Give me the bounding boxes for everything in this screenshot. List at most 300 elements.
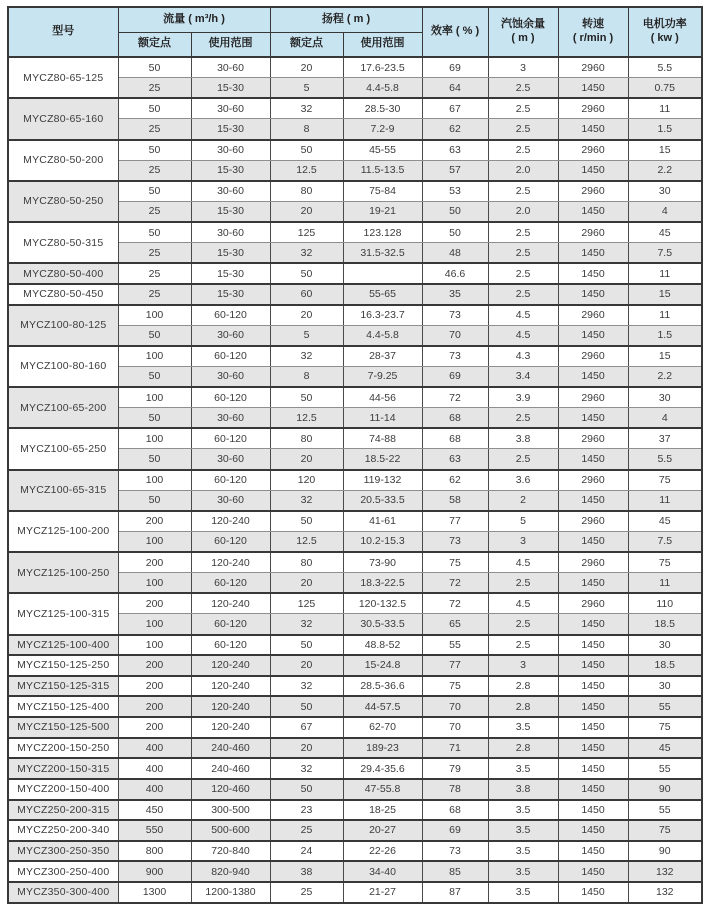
spec-cell-npsh_m: 3.9 <box>488 387 558 408</box>
spec-cell-flow_range: 15-30 <box>191 284 270 305</box>
spec-cell-flow_rated: 100 <box>118 470 191 491</box>
spec-cell-head_range: 55-65 <box>343 284 422 305</box>
spec-cell-flow_range: 15-30 <box>191 119 270 140</box>
spec-cell-speed_rpm: 1450 <box>558 284 628 305</box>
spec-cell-flow_rated: 100 <box>118 531 191 552</box>
spec-cell-efficiency_pct: 68 <box>422 408 488 429</box>
spec-cell-flow_rated: 25 <box>118 284 191 305</box>
spec-cell-flow_range: 30-60 <box>191 408 270 429</box>
spec-cell-flow_rated: 200 <box>118 676 191 697</box>
spec-cell-power_kw: 2.2 <box>628 366 702 387</box>
spec-cell-head_rated: 120 <box>270 470 343 491</box>
spec-cell-efficiency_pct: 72 <box>422 593 488 614</box>
spec-cell-flow_rated: 50 <box>118 98 191 119</box>
spec-cell-power_kw: 18.5 <box>628 614 702 635</box>
table-row <box>8 181 702 202</box>
spec-cell-npsh_m: 2.5 <box>488 263 558 284</box>
spec-cell-efficiency_pct: 69 <box>422 366 488 387</box>
spec-cell-head_range: 21-27 <box>343 882 422 903</box>
spec-cell-head_range: 22-26 <box>343 841 422 862</box>
spec-cell-head_range: 19-21 <box>343 201 422 222</box>
spec-cell-speed_rpm: 2960 <box>558 552 628 573</box>
model-cell: MYCZ200-150-250 <box>8 738 118 759</box>
spec-cell-flow_rated: 25 <box>118 160 191 181</box>
spec-cell-efficiency_pct: 55 <box>422 635 488 656</box>
npsh-label-line1: 汽蚀余量 <box>501 18 545 31</box>
spec-cell-flow_rated: 50 <box>118 408 191 429</box>
spec-cell-speed_rpm: 1450 <box>558 738 628 759</box>
table-body <box>8 57 702 903</box>
spec-cell-npsh_m: 4.5 <box>488 325 558 346</box>
spec-cell-speed_rpm: 1450 <box>558 882 628 903</box>
spec-cell-power_kw: 15 <box>628 284 702 305</box>
model-cell: MYCZ80-50-315 <box>8 222 118 263</box>
spec-cell-efficiency_pct: 73 <box>422 531 488 552</box>
spec-cell-head_range: 41-61 <box>343 511 422 532</box>
spec-cell-head_rated: 60 <box>270 284 343 305</box>
spec-cell-speed_rpm: 1450 <box>558 635 628 656</box>
spec-cell-head_rated: 20 <box>270 738 343 759</box>
spec-cell-speed_rpm: 1450 <box>558 201 628 222</box>
spec-cell-head_range: 11-14 <box>343 408 422 429</box>
col-header-head-group: 扬程 ( m ) <box>270 7 422 32</box>
npsh-label-line2: ( m ) <box>511 32 535 44</box>
spec-cell-head_rated: 38 <box>270 861 343 882</box>
spec-cell-flow_rated: 50 <box>118 222 191 243</box>
spec-cell-flow_range: 120-240 <box>191 717 270 738</box>
spec-cell-speed_rpm: 1450 <box>558 800 628 821</box>
model-cell: MYCZ200-150-315 <box>8 758 118 779</box>
model-cell: MYCZ300-250-400 <box>8 861 118 882</box>
spec-cell-npsh_m: 3.8 <box>488 428 558 449</box>
table-row <box>8 655 702 676</box>
spec-cell-power_kw: 45 <box>628 511 702 532</box>
spec-cell-speed_rpm: 1450 <box>558 779 628 800</box>
spec-cell-npsh_m: 3.5 <box>488 861 558 882</box>
spec-cell-head_rated: 24 <box>270 841 343 862</box>
col-header-model: 型号 <box>8 7 118 57</box>
spec-cell-head_rated: 32 <box>270 614 343 635</box>
spec-cell-power_kw: 1.5 <box>628 119 702 140</box>
spec-cell-speed_rpm: 1450 <box>558 676 628 697</box>
spec-cell-head_rated: 12.5 <box>270 408 343 429</box>
spec-cell-power_kw: 30 <box>628 676 702 697</box>
spec-cell-head_rated: 32 <box>270 243 343 264</box>
table-header <box>8 7 702 57</box>
spec-cell-efficiency_pct: 71 <box>422 738 488 759</box>
spec-cell-npsh_m: 2.0 <box>488 201 558 222</box>
table-row <box>8 861 702 882</box>
spec-cell-speed_rpm: 1450 <box>558 573 628 594</box>
spec-cell-speed_rpm: 1450 <box>558 758 628 779</box>
spec-cell-npsh_m: 2.5 <box>488 449 558 470</box>
spec-cell-flow_range: 60-120 <box>191 428 270 449</box>
spec-cell-head_rated: 32 <box>270 98 343 119</box>
spec-cell-head_rated: 32 <box>270 758 343 779</box>
spec-cell-head_rated: 32 <box>270 346 343 367</box>
spec-cell-efficiency_pct: 68 <box>422 800 488 821</box>
table-row <box>8 98 702 119</box>
spec-cell-power_kw: 11 <box>628 490 702 511</box>
spec-cell-head_range: 15-24.8 <box>343 655 422 676</box>
spec-cell-head_rated: 20 <box>270 449 343 470</box>
spec-cell-head_range: 123.128 <box>343 222 422 243</box>
spec-cell-flow_range: 15-30 <box>191 243 270 264</box>
spec-cell-power_kw: 7.5 <box>628 531 702 552</box>
spec-cell-npsh_m: 2.8 <box>488 676 558 697</box>
spec-cell-speed_rpm: 1450 <box>558 614 628 635</box>
spec-cell-npsh_m: 4.5 <box>488 305 558 326</box>
spec-cell-head_rated: 8 <box>270 119 343 140</box>
spec-cell-flow_range: 820-940 <box>191 861 270 882</box>
model-cell: MYCZ100-80-125 <box>8 305 118 346</box>
spec-cell-head_rated: 50 <box>270 263 343 284</box>
spec-cell-flow_range: 30-60 <box>191 222 270 243</box>
table-row <box>8 717 702 738</box>
spec-cell-power_kw: 11 <box>628 263 702 284</box>
model-cell: MYCZ100-65-200 <box>8 387 118 428</box>
spec-cell-speed_rpm: 2960 <box>558 181 628 202</box>
spec-cell-efficiency_pct: 70 <box>422 325 488 346</box>
spec-cell-efficiency_pct: 77 <box>422 511 488 532</box>
spec-cell-head_rated: 8 <box>270 366 343 387</box>
spec-cell-efficiency_pct: 48 <box>422 243 488 264</box>
spec-cell-power_kw: 11 <box>628 305 702 326</box>
spec-cell-efficiency_pct: 73 <box>422 841 488 862</box>
table-row <box>8 470 702 491</box>
model-cell: MYCZ150-125-500 <box>8 717 118 738</box>
spec-cell-speed_rpm: 1450 <box>558 490 628 511</box>
spec-cell-power_kw: 90 <box>628 779 702 800</box>
spec-cell-efficiency_pct: 53 <box>422 181 488 202</box>
spec-cell-npsh_m: 2.5 <box>488 98 558 119</box>
model-cell: MYCZ125-100-200 <box>8 511 118 552</box>
col-header-flow-group: 流量 ( m³/h ) <box>118 7 270 32</box>
spec-cell-efficiency_pct: 70 <box>422 717 488 738</box>
spec-cell-flow_rated: 100 <box>118 614 191 635</box>
spec-cell-npsh_m: 2.5 <box>488 573 558 594</box>
spec-cell-head_rated: 50 <box>270 140 343 161</box>
spec-cell-flow_rated: 50 <box>118 449 191 470</box>
model-cell: MYCZ125-100-400 <box>8 635 118 656</box>
model-cell: MYCZ100-65-315 <box>8 470 118 511</box>
spec-cell-flow_range: 60-120 <box>191 573 270 594</box>
spec-cell-power_kw: 5.5 <box>628 449 702 470</box>
spec-cell-head_range: 29.4-35.6 <box>343 758 422 779</box>
spec-cell-flow_rated: 25 <box>118 119 191 140</box>
spec-cell-flow_range: 30-60 <box>191 98 270 119</box>
spec-cell-speed_rpm: 2960 <box>558 346 628 367</box>
model-cell: MYCZ150-125-400 <box>8 696 118 717</box>
spec-cell-power_kw: 0.75 <box>628 78 702 99</box>
spec-cell-npsh_m: 5 <box>488 511 558 532</box>
col-header-speed <box>558 7 628 57</box>
spec-cell-efficiency_pct: 72 <box>422 573 488 594</box>
spec-cell-power_kw: 75 <box>628 717 702 738</box>
table-row <box>8 635 702 656</box>
spec-cell-efficiency_pct: 58 <box>422 490 488 511</box>
spec-cell-head_rated: 20 <box>270 201 343 222</box>
spec-cell-speed_rpm: 1450 <box>558 717 628 738</box>
spec-cell-power_kw: 15 <box>628 346 702 367</box>
spec-cell-head_range: 4.4-5.8 <box>343 325 422 346</box>
spec-cell-speed_rpm: 1450 <box>558 243 628 264</box>
spec-cell-speed_rpm: 2960 <box>558 387 628 408</box>
spec-cell-power_kw: 30 <box>628 387 702 408</box>
spec-cell-efficiency_pct: 67 <box>422 98 488 119</box>
spec-cell-flow_range: 60-120 <box>191 470 270 491</box>
spec-cell-npsh_m: 2.5 <box>488 614 558 635</box>
spec-cell-power_kw: 11 <box>628 98 702 119</box>
spec-cell-npsh_m: 2.8 <box>488 738 558 759</box>
table-row <box>8 140 702 161</box>
spec-cell-head_range <box>343 263 422 284</box>
spec-cell-power_kw: 11 <box>628 573 702 594</box>
spec-cell-flow_rated: 50 <box>118 366 191 387</box>
spec-cell-speed_rpm: 1450 <box>558 408 628 429</box>
table-row <box>8 552 702 573</box>
spec-cell-flow_range: 120-240 <box>191 552 270 573</box>
spec-cell-flow_range: 60-120 <box>191 614 270 635</box>
spec-cell-efficiency_pct: 70 <box>422 696 488 717</box>
spec-cell-head_range: 16.3-23.7 <box>343 305 422 326</box>
spec-cell-head_rated: 32 <box>270 490 343 511</box>
spec-cell-head_range: 73-90 <box>343 552 422 573</box>
spec-cell-flow_rated: 450 <box>118 800 191 821</box>
spec-cell-power_kw: 30 <box>628 635 702 656</box>
spec-cell-speed_rpm: 1450 <box>558 841 628 862</box>
spec-cell-power_kw: 18.5 <box>628 655 702 676</box>
spec-cell-speed_rpm: 2960 <box>558 511 628 532</box>
spec-cell-head_rated: 80 <box>270 181 343 202</box>
spec-cell-flow_rated: 100 <box>118 305 191 326</box>
spec-cell-head_rated: 5 <box>270 325 343 346</box>
spec-cell-npsh_m: 2.5 <box>488 635 558 656</box>
spec-cell-speed_rpm: 1450 <box>558 263 628 284</box>
model-cell: MYCZ80-50-200 <box>8 140 118 181</box>
spec-cell-npsh_m: 3 <box>488 57 558 78</box>
table-row <box>8 511 702 532</box>
table-row <box>8 696 702 717</box>
spec-cell-npsh_m: 2.5 <box>488 222 558 243</box>
spec-cell-power_kw: 30 <box>628 181 702 202</box>
spec-cell-flow_range: 120-460 <box>191 779 270 800</box>
model-cell: MYCZ250-200-315 <box>8 800 118 821</box>
spec-cell-head_range: 34-40 <box>343 861 422 882</box>
model-cell: MYCZ300-250-350 <box>8 841 118 862</box>
spec-cell-head_range: 20.5-33.5 <box>343 490 422 511</box>
pump-spec-table <box>7 6 703 904</box>
table-row <box>8 222 702 243</box>
spec-cell-head_range: 28.5-30 <box>343 98 422 119</box>
spec-cell-npsh_m: 2.5 <box>488 140 558 161</box>
spec-cell-speed_rpm: 1450 <box>558 655 628 676</box>
spec-cell-flow_rated: 400 <box>118 738 191 759</box>
spec-cell-power_kw: 4 <box>628 408 702 429</box>
spec-cell-power_kw: 55 <box>628 800 702 821</box>
spec-cell-flow_range: 15-30 <box>191 160 270 181</box>
col-header-head-rated: 额定点 <box>270 32 343 57</box>
spec-cell-speed_rpm: 2960 <box>558 222 628 243</box>
model-cell: MYCZ200-150-400 <box>8 779 118 800</box>
spec-cell-head_rated: 12.5 <box>270 531 343 552</box>
spec-cell-speed_rpm: 1450 <box>558 820 628 841</box>
spec-cell-flow_range: 500-600 <box>191 820 270 841</box>
table-row <box>8 305 702 326</box>
spec-cell-npsh_m: 2.5 <box>488 119 558 140</box>
spec-cell-efficiency_pct: 63 <box>422 449 488 470</box>
spec-cell-flow_rated: 100 <box>118 635 191 656</box>
spec-cell-flow_rated: 25 <box>118 243 191 264</box>
model-cell: MYCZ125-100-250 <box>8 552 118 593</box>
spec-cell-npsh_m: 3.8 <box>488 779 558 800</box>
spec-cell-npsh_m: 4.5 <box>488 552 558 573</box>
spec-cell-speed_rpm: 2960 <box>558 305 628 326</box>
col-header-efficiency: 效率 ( % ) <box>422 7 488 57</box>
spec-cell-speed_rpm: 1450 <box>558 531 628 552</box>
spec-cell-head_rated: 25 <box>270 820 343 841</box>
spec-cell-power_kw: 4 <box>628 201 702 222</box>
spec-cell-efficiency_pct: 63 <box>422 140 488 161</box>
spec-cell-npsh_m: 2.5 <box>488 181 558 202</box>
spec-cell-flow_rated: 50 <box>118 490 191 511</box>
model-cell: MYCZ150-125-250 <box>8 655 118 676</box>
spec-cell-head_rated: 25 <box>270 882 343 903</box>
spec-cell-efficiency_pct: 73 <box>422 305 488 326</box>
spec-cell-npsh_m: 3.5 <box>488 800 558 821</box>
spec-cell-head_rated: 5 <box>270 78 343 99</box>
spec-cell-npsh_m: 3 <box>488 655 558 676</box>
col-header-flow-range: 使用范围 <box>191 32 270 57</box>
spec-cell-flow_range: 240-460 <box>191 758 270 779</box>
spec-cell-npsh_m: 2.5 <box>488 243 558 264</box>
model-cell: MYCZ350-300-400 <box>8 882 118 903</box>
spec-cell-efficiency_pct: 64 <box>422 78 488 99</box>
spec-cell-npsh_m: 4.5 <box>488 593 558 614</box>
spec-cell-flow_range: 120-240 <box>191 676 270 697</box>
spec-cell-speed_rpm: 1450 <box>558 449 628 470</box>
spec-cell-head_range: 44-56 <box>343 387 422 408</box>
spec-cell-head_range: 47-55.8 <box>343 779 422 800</box>
spec-cell-head_range: 74-88 <box>343 428 422 449</box>
power-label-line1: 电机功率 <box>642 18 687 31</box>
model-cell: MYCZ250-200-340 <box>8 820 118 841</box>
spec-cell-flow_rated: 50 <box>118 325 191 346</box>
spec-cell-flow_range: 30-60 <box>191 490 270 511</box>
spec-cell-flow_rated: 25 <box>118 201 191 222</box>
spec-cell-flow_range: 15-30 <box>191 263 270 284</box>
spec-cell-head_rated: 80 <box>270 428 343 449</box>
spec-cell-power_kw: 132 <box>628 861 702 882</box>
spec-cell-efficiency_pct: 50 <box>422 222 488 243</box>
spec-cell-power_kw: 75 <box>628 820 702 841</box>
spec-cell-npsh_m: 2.5 <box>488 408 558 429</box>
spec-cell-power_kw: 75 <box>628 552 702 573</box>
spec-cell-npsh_m: 2 <box>488 490 558 511</box>
spec-cell-head_rated: 12.5 <box>270 160 343 181</box>
spec-cell-flow_range: 30-60 <box>191 140 270 161</box>
spec-cell-flow_rated: 100 <box>118 387 191 408</box>
spec-cell-npsh_m: 4.3 <box>488 346 558 367</box>
model-cell: MYCZ80-50-400 <box>8 263 118 284</box>
spec-cell-efficiency_pct: 57 <box>422 160 488 181</box>
spec-cell-flow_range: 300-500 <box>191 800 270 821</box>
spec-cell-speed_rpm: 1450 <box>558 861 628 882</box>
spec-cell-speed_rpm: 1450 <box>558 366 628 387</box>
spec-cell-head_rated: 20 <box>270 655 343 676</box>
spec-cell-head_range: 7.2-9 <box>343 119 422 140</box>
spec-cell-head_range: 31.5-32.5 <box>343 243 422 264</box>
spec-cell-flow_rated: 200 <box>118 717 191 738</box>
spec-cell-flow_range: 15-30 <box>191 78 270 99</box>
spec-cell-flow_range: 30-60 <box>191 449 270 470</box>
spec-cell-head_range: 7-9.25 <box>343 366 422 387</box>
spec-cell-flow_range: 720-840 <box>191 841 270 862</box>
spec-cell-power_kw: 55 <box>628 696 702 717</box>
table-row <box>8 428 702 449</box>
spec-cell-speed_rpm: 2960 <box>558 470 628 491</box>
spec-cell-flow_rated: 50 <box>118 57 191 78</box>
spec-cell-head_range: 18.5-22 <box>343 449 422 470</box>
spec-cell-power_kw: 75 <box>628 470 702 491</box>
spec-cell-flow_range: 240-460 <box>191 738 270 759</box>
spec-cell-npsh_m: 3.5 <box>488 717 558 738</box>
spec-cell-head_range: 120-132.5 <box>343 593 422 614</box>
spec-cell-speed_rpm: 1450 <box>558 78 628 99</box>
spec-cell-power_kw: 7.5 <box>628 243 702 264</box>
spec-cell-flow_range: 60-120 <box>191 305 270 326</box>
spec-cell-speed_rpm: 1450 <box>558 696 628 717</box>
spec-cell-flow_rated: 25 <box>118 263 191 284</box>
spec-cell-npsh_m: 2.5 <box>488 284 558 305</box>
spec-cell-power_kw: 55 <box>628 758 702 779</box>
spec-cell-flow_rated: 800 <box>118 841 191 862</box>
spec-cell-head_range: 18.3-22.5 <box>343 573 422 594</box>
spec-cell-efficiency_pct: 69 <box>422 820 488 841</box>
table-row <box>8 779 702 800</box>
spec-cell-flow_rated: 100 <box>118 346 191 367</box>
model-cell: MYCZ100-65-250 <box>8 428 118 469</box>
spec-cell-flow_range: 60-120 <box>191 346 270 367</box>
spec-cell-npsh_m: 3.5 <box>488 758 558 779</box>
spec-cell-power_kw: 45 <box>628 222 702 243</box>
table-row <box>8 263 702 284</box>
spec-cell-flow_range: 30-60 <box>191 366 270 387</box>
spec-cell-head_rated: 32 <box>270 676 343 697</box>
spec-cell-power_kw: 15 <box>628 140 702 161</box>
spec-cell-flow_range: 30-60 <box>191 57 270 78</box>
spec-cell-head_range: 28.5-36.6 <box>343 676 422 697</box>
spec-cell-head_range: 44-57.5 <box>343 696 422 717</box>
spec-cell-flow_range: 120-240 <box>191 593 270 614</box>
table-row <box>8 676 702 697</box>
spec-cell-head_rated: 50 <box>270 511 343 532</box>
table-row <box>8 800 702 821</box>
spec-cell-head_range: 62-70 <box>343 717 422 738</box>
spec-cell-head_range: 48.8-52 <box>343 635 422 656</box>
spec-cell-head_range: 189-23 <box>343 738 422 759</box>
spec-cell-npsh_m: 2.0 <box>488 160 558 181</box>
spec-cell-efficiency_pct: 46.6 <box>422 263 488 284</box>
spec-cell-efficiency_pct: 35 <box>422 284 488 305</box>
spec-cell-efficiency_pct: 65 <box>422 614 488 635</box>
spec-cell-head_rated: 125 <box>270 593 343 614</box>
spec-cell-head_range: 11.5-13.5 <box>343 160 422 181</box>
model-cell: MYCZ80-65-125 <box>8 57 118 98</box>
model-cell: MYCZ125-100-315 <box>8 593 118 634</box>
spec-cell-efficiency_pct: 87 <box>422 882 488 903</box>
spec-cell-flow_rated: 900 <box>118 861 191 882</box>
